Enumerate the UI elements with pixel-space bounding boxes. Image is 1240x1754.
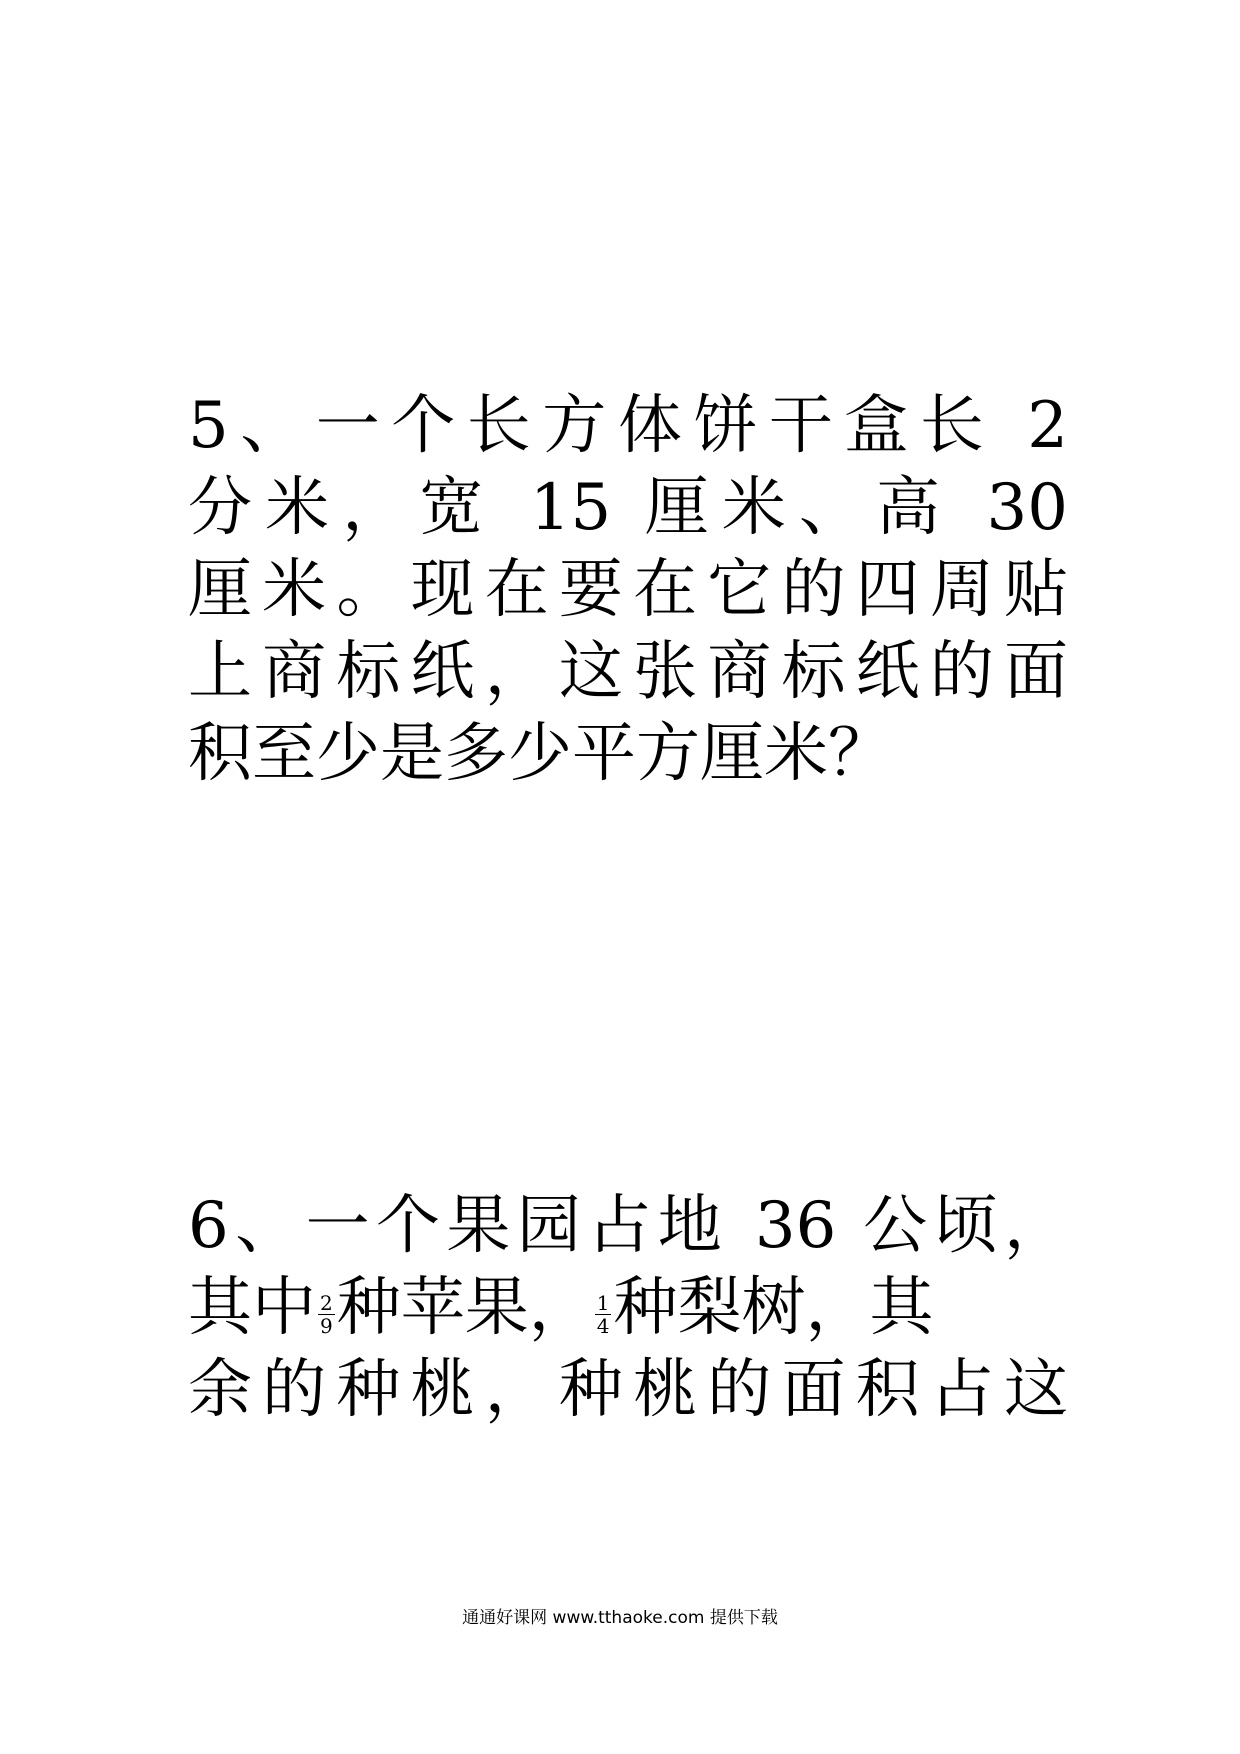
problem-5-line-4: 上商标纸，这张商标纸的面	[188, 635, 1068, 709]
problem-6-line-2-part-2: 种苹果，	[336, 1271, 593, 1345]
fraction-denominator: 4	[596, 1314, 610, 1338]
problem-5-line-3: 厘米。现在要在它的四周贴	[188, 553, 1068, 627]
problem-6-line-3: 余的种桃，种桃的面积占这	[188, 1353, 1068, 1427]
problem-6-line-2-part-1: 其中	[188, 1271, 316, 1345]
problem-5-line-1: 5、一个长方体饼干盒长 2	[188, 389, 1068, 463]
problem-6-line-2	[188, 1267, 1068, 1349]
fraction-denominator: 9	[320, 1314, 333, 1338]
problem-5	[188, 385, 1068, 795]
problem-6	[188, 1185, 1068, 1431]
problem-6-line-1: 6、一个果园占地 36 公顷，	[188, 1189, 1068, 1263]
problem-5-line-5: 积至少是多少平方厘米？	[188, 717, 892, 791]
problem-5-line-2: 分米，宽 15 厘米、高 30	[188, 471, 1068, 545]
page-footer: 通通好课网 www.tthaoke.com 提供下载	[462, 1608, 778, 1628]
fraction-two-ninths	[318, 1293, 335, 1336]
fraction-numerator: 1	[596, 1291, 610, 1315]
fraction-one-quarter	[595, 1293, 612, 1336]
fraction-numerator: 2	[320, 1291, 333, 1315]
problem-6-line-2-part-3: 种梨树，其	[613, 1271, 934, 1345]
